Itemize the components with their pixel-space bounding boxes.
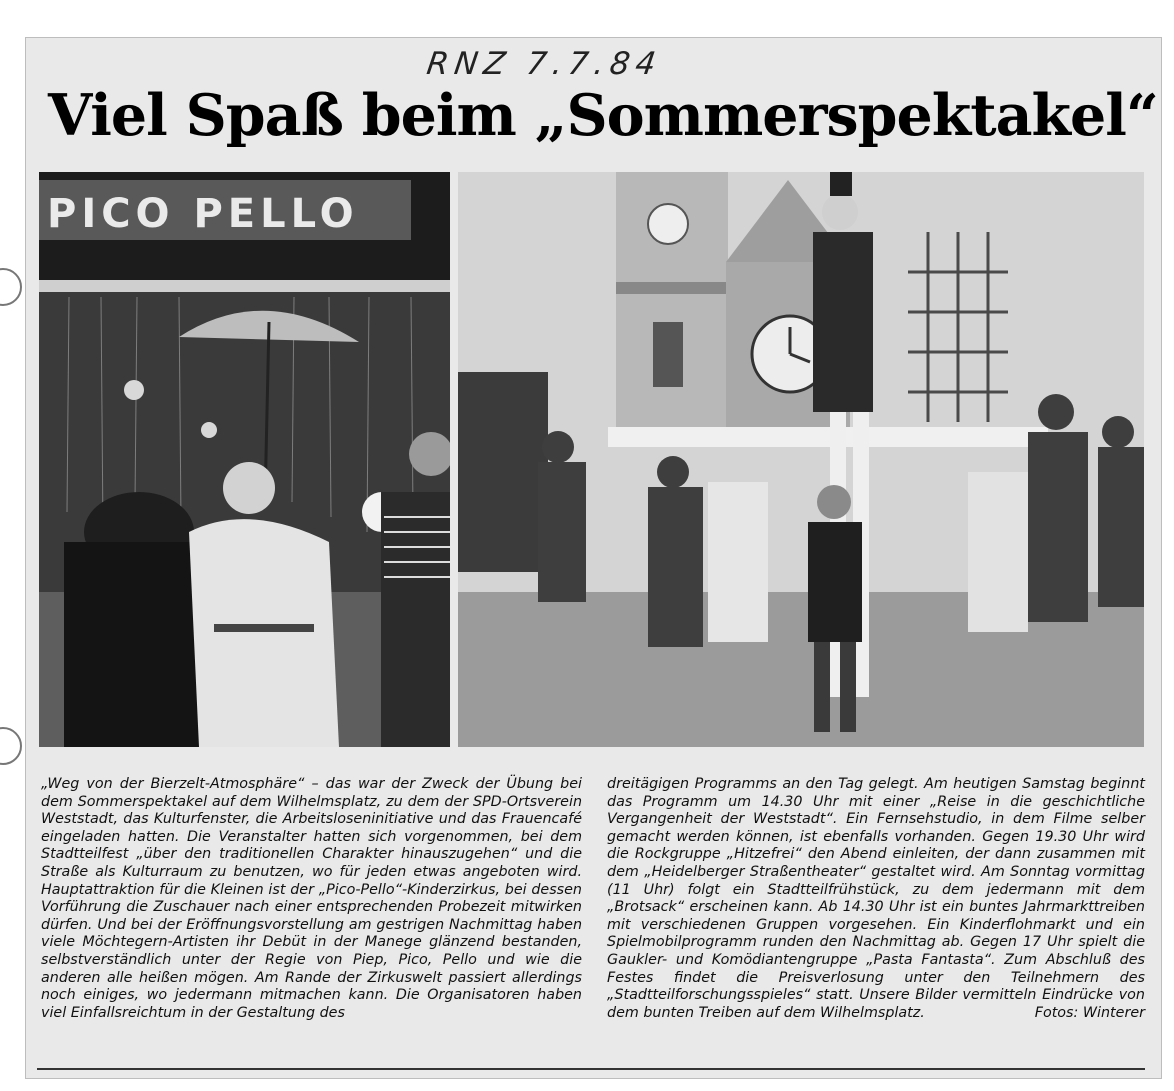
bottom-rule: [37, 1068, 1145, 1070]
banner-pico-pello: PICO PELLO: [47, 191, 359, 237]
article-column-1: „Weg von der Bierzelt-Atmosphäre“ – das war der Zweck der Übung bei dem Sommerspektakel auf dem Wilhelmsplatz, zu dem der SPD-Ortsverein Weststadt, das Kulturfenster, die Arbeitsloseninitiative und das Frauencafé eingeladen hatten. Die Veranstalter hatten sich vorgenommen, bei dem Stadtteilfest „über den traditionellen Charakter hinauszugehen“ und die Straße als Kulturraum zu benutzen, wo für jeden etwas angeboten wird. Hauptattraktion für die Kleinen ist der „Pico-Pello“-Kinderzirkus, bei dessen Vorführung die Zuschauer nach einer entsprechenden Probezeit mitwirken dürfen. Und bei der Eröffnungsvorstellung am gestrigen Nachmittag haben viele Möchtegern-Artisten ihr Debüt in der Manege glänzend bestanden, selbstverständlich unter der Regie von Piep, Pico, Pello und wie die anderen alle heißen mögen. Am Rande der Zirkuswelt passiert allerdings noch einiges, wo jedermann mitmachen kann. Die Organisatoren haben viel Einfallsreichtum in der Gestaltung des: [41, 776, 582, 1021]
punch-hole-bottom: [0, 727, 22, 765]
photo-credit: Fotos: Winterer: [1034, 1004, 1145, 1021]
photo-circus: [39, 172, 450, 747]
handwritten-note: RNZ 7.7.84: [424, 46, 664, 82]
photo-street-festival: [458, 172, 1144, 747]
article-column-2-text: dreitägigen Programms an den Tag gelegt. Am heutigen Samstag beginnt das Programm um 14.30 Uhr mit einer „Reise in die geschichtliche Vergangenheit der Weststadt“. Ein Fernsehstudio, in dem Filme selber gemacht werden können, ist ebenfalls vorhanden. Gegen 19.30 Uhr wird die Rockgruppe „Hitzefrei“ den Abend einleiten, der dann zusammen mit dem „Heidelberger Straßentheater“ gestaltet wird. Am Sonntag vormittag (11 Uhr) folgt ein Stadtteilfrühstück, zu dem jedermann mit dem „Brotsack“ erscheinen kann. Ab 14.30 Uhr ist ein buntes Jahrmarkttreiben mit verschiedenen Gruppen vorgesehen. Ein Kinderflohmarkt und ein Spielmobilprogramm runden den Nachmittag ab. Gegen 17 Uhr spielt die Gaukler- und Komödiantengruppe „Pasta Fantasta“. Zum Abschluß des Festes findet die Preisverlosung unter den Teilnehmern des „Stadtteilforschungsspieles“ statt. Unsere Bilder vermitteln Eindrücke von dem bunten Treiben auf dem Wilhelmsplatz.: [607, 776, 1145, 1021]
punch-hole-top: [0, 268, 22, 306]
article-column-2: [607, 776, 1145, 1022]
headline: Viel Spaß beim „Sommerspektakel“: [48, 82, 1158, 149]
